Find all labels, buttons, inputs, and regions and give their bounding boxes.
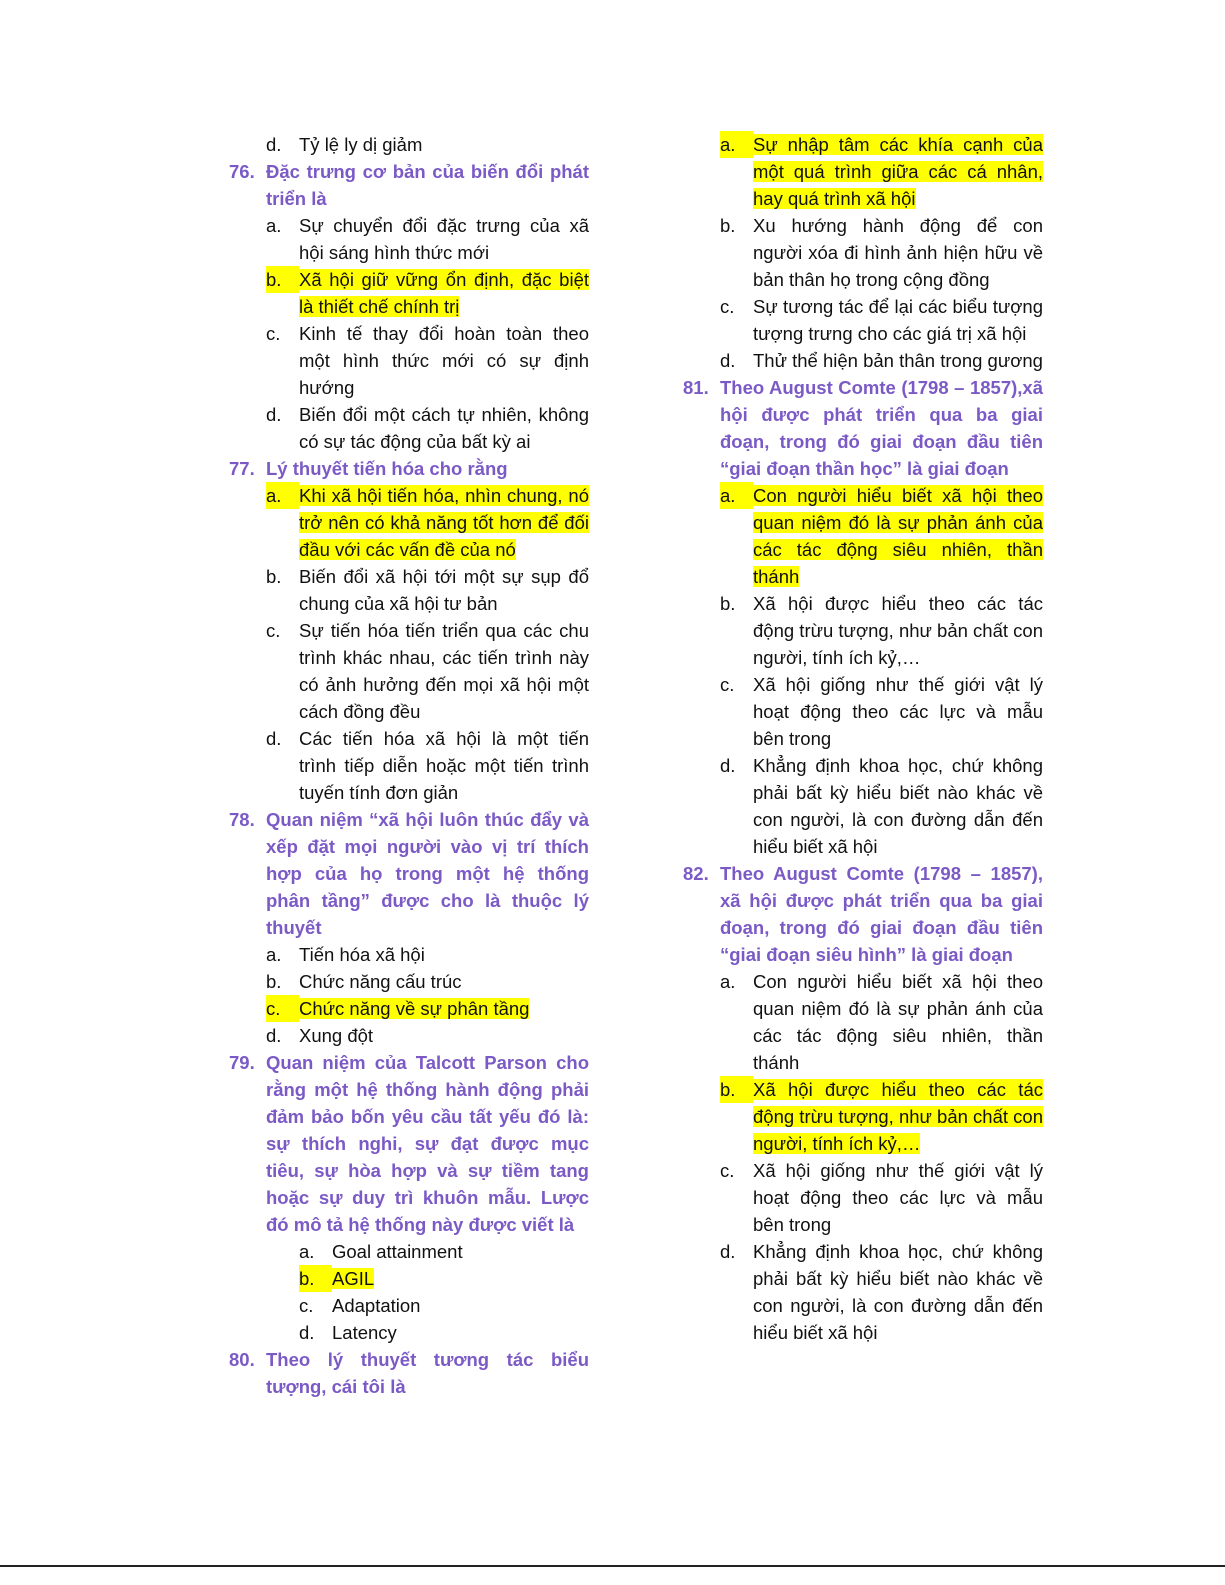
option-letter-text: c. [266,998,281,1019]
answer-option [229,1238,589,1265]
option-letter [266,968,299,995]
option-text [332,1238,589,1265]
question-text: Theo August Comte (1798 – 1857),xã hội được phát triển qua ba giai đoạn, trong đó giai đoạn đầu tiên “giai đoạn thần học” là giai đoạn [720,377,1043,479]
option-letter-text: c. [266,620,281,641]
option-letter [299,1238,332,1265]
option-text-content: Latency [332,1322,397,1343]
question-number: 76. [229,161,255,182]
question-number: 78. [229,809,255,830]
page-bottom-border [0,1565,1225,1567]
option-text [299,968,589,995]
question-number: 82. [683,863,709,884]
option-text-content: Xã hội được hiểu theo các tác động trừu tượng, như bản chất con người, tính ích kỷ,… [753,1079,1043,1154]
option-letter [266,725,299,752]
option-text-content: Con người hiểu biết xã hội theo quan niệm đó là sự phản ánh của các tác động siêu nhiên, thần thánh [753,971,1043,1073]
question [229,455,589,482]
answer-option [229,1022,589,1049]
option-letter [266,482,299,509]
option-text-content: Xã hội giống như thế giới vật lý hoạt động theo các lực và mẫu bên trong [753,1160,1043,1235]
answer-option-highlighted [229,995,589,1022]
option-letter-text: a. [266,944,282,965]
answer-option [229,941,589,968]
option-letter [266,320,299,347]
option-letter [266,941,299,968]
option-letter [266,1022,299,1049]
option-letter [720,968,753,995]
option-text-content: Khẳng định khoa học, chứ không phải bất kỳ hiểu biết nào khác về con người, là con đường dẫn đến hiểu biết xã hội [753,755,1043,857]
option-text-content: Thử thể hiện bản thân trong gương [753,350,1043,371]
option-letter-text: b. [720,1079,736,1100]
option-text-content: Chức năng cấu trúc [299,971,462,992]
question-text: Theo lý thuyết tương tác biểu tượng, cái tôi là [266,1349,589,1397]
option-text [332,1319,589,1346]
option-letter [299,1319,332,1346]
option-text-content: Biến đổi xã hội tới một sự sụp đổ chung của xã hội tư bản [299,566,589,614]
option-text [299,266,589,320]
option-letter-text: d. [720,1241,736,1262]
option-text-content: Kinh tế thay đổi hoàn toàn theo một hình thức mới có sự định hướng [299,323,589,398]
option-letter [720,482,753,509]
answer-option [229,212,589,266]
option-text [299,482,589,563]
option-letter-text: d. [266,728,282,749]
option-text-content: Xã hội được hiểu theo các tác động trừu tượng, như bản chất con người, tính ích kỷ,… [753,593,1043,668]
option-text-content: Xã hội giữ vững ổn định, đặc biệt là thiết chế chính trị [299,269,589,317]
option-letter-text: d. [266,404,282,425]
answer-option [683,212,1043,293]
option-letter [266,995,299,1022]
question [229,806,589,941]
question-number: 80. [229,1349,255,1370]
question-text: Quan niệm của Talcott Parson cho rằng một hệ thống hành động phải đảm bảo bốn yêu cầu tất yếu đó là: sự thích nghi, sự đạt được mục tiêu, sự hòa hợp và sự tiềm tang hoặc sự duy trì khuôn mẫu. Lược đó mô tả hệ thống này được viết là [266,1052,589,1235]
option-letter [266,212,299,239]
question-text: Theo August Comte (1798 – 1857), xã hội được phát triển qua ba giai đoạn, trong đó giai đoạn đầu tiên “giai đoạn siêu hình” là giai đoạn [720,863,1043,965]
answer-option-highlighted [683,482,1043,590]
option-text-content: Sự nhập tâm các khía cạnh của một quá trình giữa các cá nhân, hay quá trình xã hội [753,134,1043,209]
option-text [753,347,1043,374]
option-text-content: Sự tiến hóa tiến triển qua các chu trình khác nhau, các tiến trình này có ảnh hưởng đến mọi xã hội một cách đồng đều [299,620,589,722]
option-letter-text: b. [720,215,736,236]
option-text [299,1022,589,1049]
option-text [753,293,1043,347]
option-letter [266,401,299,428]
option-letter-text: a. [720,134,736,155]
option-text [753,1238,1043,1346]
question [229,158,589,212]
option-text [299,617,589,725]
answer-option [683,752,1043,860]
option-text [753,968,1043,1076]
option-letter [720,1076,753,1103]
option-text-content: Goal attainment [332,1241,463,1262]
option-text-content: Biến đổi một cách tự nhiên, không có sự tác động của bất kỳ ai [299,404,589,452]
option-text [753,131,1043,212]
option-letter-text: c. [720,1160,735,1181]
question [229,1346,589,1400]
answer-option-highlighted [229,266,589,320]
option-letter [720,671,753,698]
option-letter-text: d. [299,1322,315,1343]
answer-option [229,131,589,158]
option-text [753,212,1043,293]
option-letter [720,590,753,617]
option-text-content: Con người hiểu biết xã hội theo quan niệm đó là sự phản ánh của các tác động siêu nhiên, thần thánh [753,485,1043,587]
option-letter-text: a. [299,1241,315,1262]
answer-option-highlighted [229,1265,589,1292]
option-letter-text: a. [720,971,736,992]
option-text [299,725,589,806]
option-letter [720,1157,753,1184]
answer-option [229,617,589,725]
option-letter-text: d. [720,755,736,776]
question-text: Đặc trưng cơ bản của biến đổi phát triển là [266,161,589,209]
option-letter [720,752,753,779]
option-text [299,131,589,158]
option-letter [266,131,299,158]
answer-option [229,725,589,806]
option-text-content: Chức năng về sự phân tầng [299,998,530,1019]
option-letter-text: d. [266,1025,282,1046]
option-text [299,563,589,617]
option-letter-text: d. [266,134,282,155]
answer-option [683,671,1043,752]
answer-option-highlighted [683,1076,1043,1157]
option-text-content: Sự tương tác để lại các biểu tượng tượng trưng cho các giá trị xã hội [753,296,1043,344]
left-column [229,131,589,1400]
answer-option [683,1157,1043,1238]
option-letter [266,266,299,293]
option-letter-text: c. [720,674,735,695]
option-text-content: Adaptation [332,1295,421,1316]
option-text [753,590,1043,671]
option-text [753,1157,1043,1238]
answer-option [229,320,589,401]
option-letter [720,1238,753,1265]
answer-option-highlighted [229,482,589,563]
answer-option [683,968,1043,1076]
answer-option [683,347,1043,374]
answer-option [683,590,1043,671]
option-letter-text: c. [720,296,735,317]
option-letter [266,563,299,590]
option-text-content: Xung đột [299,1025,374,1046]
option-letter-text: c. [299,1295,314,1316]
option-text [299,941,589,968]
option-text [299,320,589,401]
option-letter-text: b. [266,566,282,587]
option-text [753,482,1043,590]
option-text-content: Xã hội giống như thế giới vật lý hoạt động theo các lực và mẫu bên trong [753,674,1043,749]
option-letter [720,131,753,158]
option-text [332,1265,589,1292]
option-text-content: Sự chuyển đổi đặc trưng của xã hội sáng hình thức mới [299,215,589,263]
option-text-content: Khẳng định khoa học, chứ không phải bất kỳ hiểu biết nào khác về con người, là con đường dẫn đến hiểu biết xã hội [753,1241,1043,1343]
option-letter-text: b. [720,593,736,614]
question-text: Lý thuyết tiến hóa cho rằng [266,458,508,479]
answer-option [229,1319,589,1346]
question-number: 79. [229,1052,255,1073]
answer-option-highlighted [683,131,1043,212]
option-text [753,752,1043,860]
option-letter [720,293,753,320]
answer-option [683,1238,1043,1346]
option-letter-text: d. [720,350,736,371]
question [229,1049,589,1238]
question [683,860,1043,968]
option-text [332,1292,589,1319]
option-letter-text: b. [266,971,282,992]
option-letter-text: c. [266,323,281,344]
option-text [299,401,589,455]
option-letter [720,347,753,374]
question-number: 81. [683,377,709,398]
question-text: Quan niệm “xã hội luôn thúc đẩy và xếp đặt mọi người vào vị trí thích hợp của họ trong một hệ thống phân tầng” được cho là thuộc lý thuyết [266,809,589,938]
option-text-content: Xu hướng hành động để con người xóa đi hình ảnh hiện hữu về bản thân họ trong cộng đồng [753,215,1043,290]
option-letter-text: b. [299,1268,315,1289]
answer-option [229,1292,589,1319]
option-letter [299,1265,332,1292]
option-text [753,671,1043,752]
answer-option [229,563,589,617]
answer-option [683,293,1043,347]
option-letter [299,1292,332,1319]
option-letter-text: a. [266,215,282,236]
option-text [753,1076,1043,1157]
question-number: 77. [229,458,255,479]
right-column [683,131,1043,1346]
answer-option [229,968,589,995]
option-letter-text: a. [720,485,736,506]
option-letter [266,617,299,644]
option-text-content: Tiến hóa xã hội [299,944,425,965]
answer-option [229,401,589,455]
option-letter-text: a. [266,485,282,506]
question [683,374,1043,482]
option-text [299,212,589,266]
option-letter-text: b. [266,269,282,290]
option-text-content: Các tiến hóa xã hội là một tiến trình tiếp diễn hoặc một tiến trình tuyến tính đơn giản [299,728,589,803]
option-text-content: AGIL [332,1268,375,1289]
option-text-content: Tỷ lệ ly dị giảm [299,134,423,155]
option-text [299,995,589,1022]
option-letter [720,212,753,239]
option-text-content: Khi xã hội tiến hóa, nhìn chung, nó trở nên có khả năng tốt hơn để đối đầu với các vấn đề của nó [299,485,589,560]
